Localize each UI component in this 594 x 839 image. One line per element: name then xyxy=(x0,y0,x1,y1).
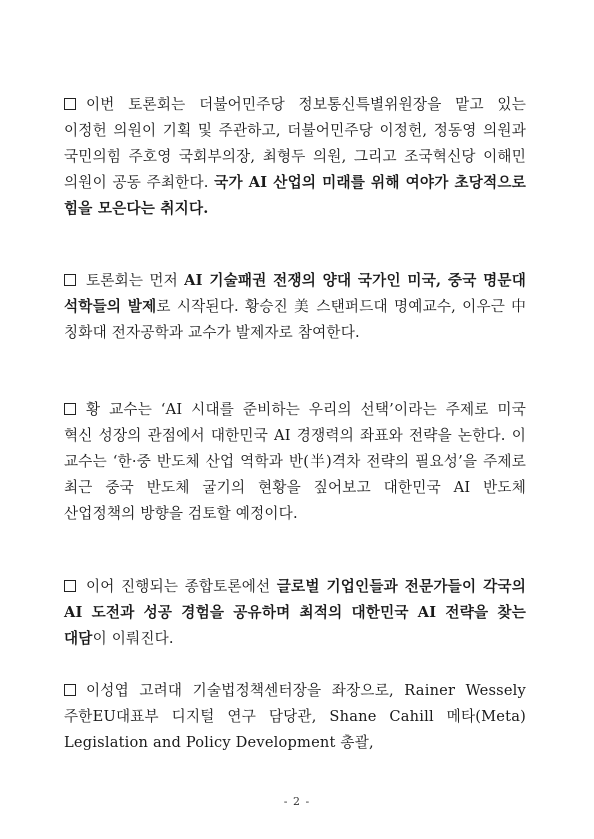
paragraph-debate-hosts xyxy=(64,92,526,222)
paragraph-professor-topics xyxy=(64,397,526,527)
checkbox-bullet-icon xyxy=(64,274,76,286)
paragraph-presentations xyxy=(64,268,526,346)
checkbox-bullet-icon xyxy=(64,580,76,592)
paragraph-text: 이어 진행되는 종합토론에선 xyxy=(86,578,277,595)
checkbox-bullet-icon xyxy=(64,98,76,110)
paragraph-panel-discussion xyxy=(64,574,526,652)
paragraph-emphasis: 글로벌 기업인들과 전문가들이 각국의 AI 도전과 성공 경험을 공유하며 최적의 대한민국 AI 전략을 찾는 대담 xyxy=(64,578,527,647)
paragraph-panelists xyxy=(64,678,526,756)
paragraph-emphasis: 국가 AI 산업의 미래를 위해 여야가 초당적으로 힘을 모은다는 취지다. xyxy=(64,174,526,217)
paragraph-text: 이 이뤄진다. xyxy=(92,630,174,647)
page-number: - 2 - xyxy=(283,795,311,808)
paragraph-text: 황 교수는 ‘AI 시대를 준비하는 우리의 선택’이라는 주제로 미국 혁신 성장의 관점에서 대한민국 AI 경쟁력의 좌표와 전략을 논한다. 이 교수는 ‘한·중 반도체 산업 역학과 반(半)격차 전략의 필요성’을 주제로 최근 중국 반도체 굴기의 현황을 짚어보고 대한민국 AI 반도체 산업정책의 방향을 검토할 예정이다. xyxy=(64,401,526,522)
checkbox-bullet-icon xyxy=(64,684,76,696)
paragraph-text: 이번 토론회는 더불어민주당 정보통신특별위원장을 맡고 있는 이정헌 의원이 기획 및 주관하고, 더불어민주당 이정헌, 정동영 의원과 국민의힘 주호영 국회부의장, 최형두 의원, 그리고 조국혁신당 이해민 의원이 공동 주최한다. xyxy=(64,96,526,191)
paragraph-emphasis: AI 기술패권 전쟁의 양대 국가인 미국, 중국 명문대 석학들의 발제 xyxy=(64,272,527,315)
paragraph-text: 이성엽 고려대 기술법정책센터장을 좌장으로, Rainer Wessely 주한EU대표부 디지털 연구 담당관, Shane Cahill 메타(Meta) Legislation and Policy Development 총괄, xyxy=(64,682,526,751)
checkbox-bullet-icon xyxy=(64,403,76,415)
paragraph-text: 로 시작된다. 황승진 美 스탠퍼드대 명예교수, 이우근 中 칭화대 전자공학과 교수가 발제자로 참여한다. xyxy=(64,298,526,341)
paragraph-text: 토론회는 먼저 xyxy=(86,272,185,289)
